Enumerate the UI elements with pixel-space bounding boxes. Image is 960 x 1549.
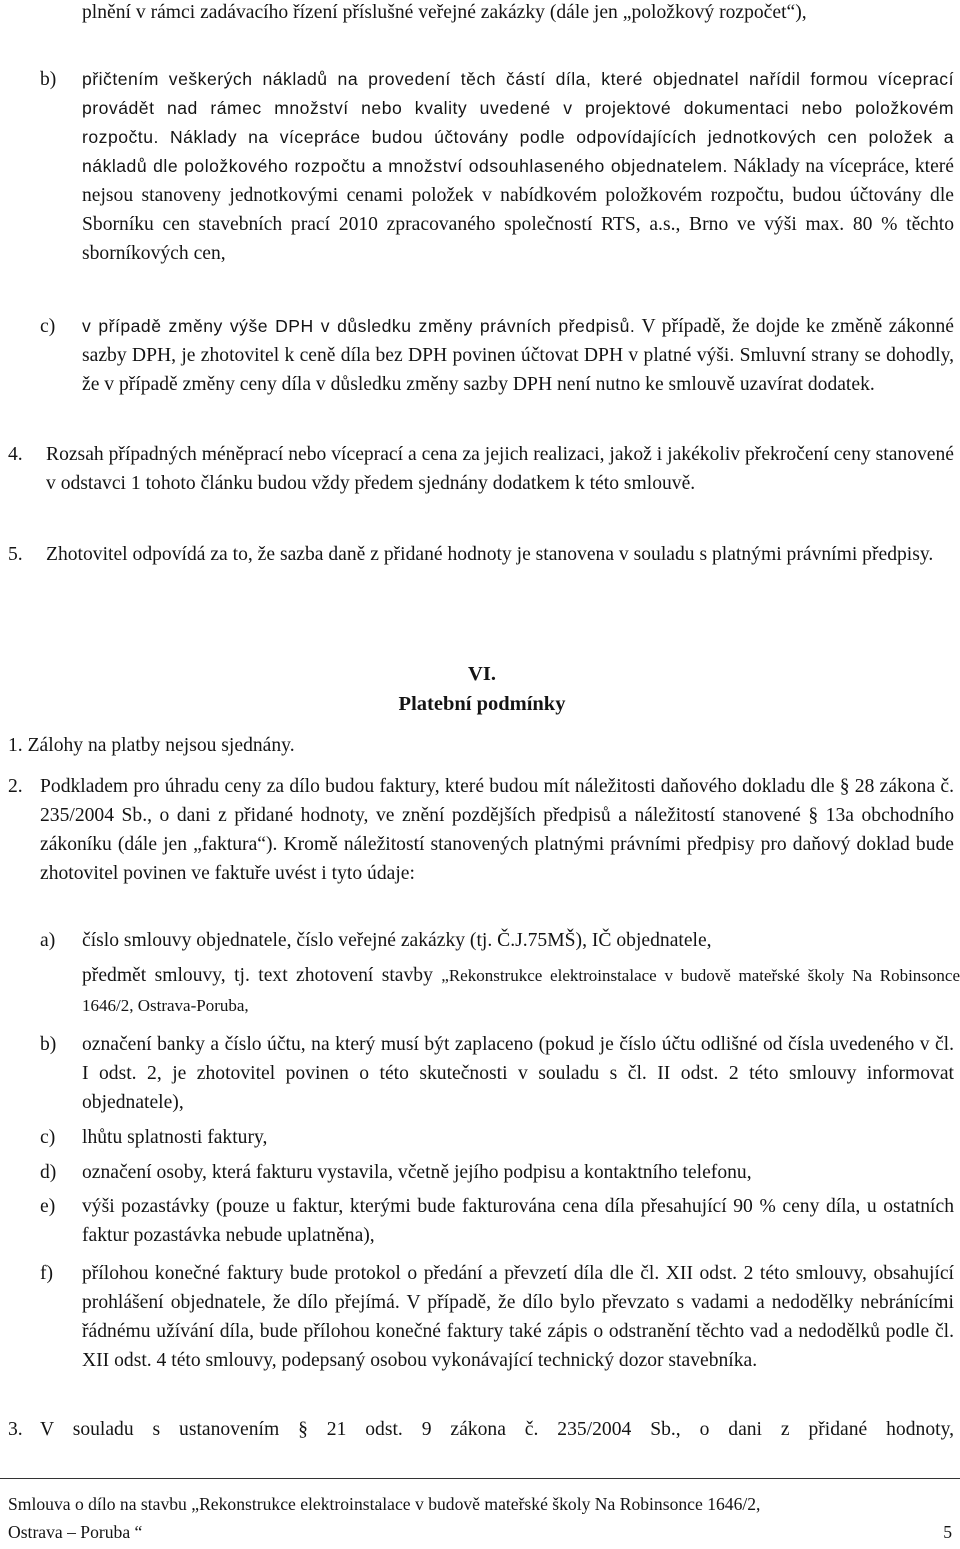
item-c-text-sans: v případě změny výše DPH v důsledku změny právních předpisů. (82, 316, 636, 336)
payment-d-label: d) (40, 1162, 57, 1183)
item-c-label: c) (40, 316, 56, 337)
payment-a-line2 (82, 961, 960, 1021)
payment-e: výši pozastávky (pouze u faktur, kterými bude fakturována cena díla přesahující 90 % ceny díla, u ostatních faktur pozastávka nebude uplatněna), (82, 1196, 954, 1246)
payment-item-2-label: 2. (8, 776, 23, 797)
paragraph-4: Rozsah případných méněprací nebo víceprací a cena za jejich realizaci, jakož i jakékoliv překročení ceny stanovené v odstavci 1 tohoto článku budou vždy předem sjednány dodatkem k této smlouvě. (46, 444, 954, 494)
payment-item-2: Podkladem pro úhradu ceny za dílo budou faktury, které budou mít náležitosti daňového dokladu dle § 28 zákona č. 235/2004 Sb., o dani z přidané hodnoty, ve znění pozdějších předpisů a náležitostí stanovené § 13a obchodního zákoníku (dále jen „faktura“). Kromě náležitostí stanovených platnými právními předpisy pro daňový doklad bude zhotovitel povinen ve faktuře uvést i tyto údaje: (40, 776, 954, 884)
payment-c: lhůtu splatnosti faktury, (82, 1127, 268, 1148)
item-b-label: b) (40, 69, 57, 90)
item-b-text-serif: Náklady na vícepráce, které nejsou stanoveny jednotkovými cenami položek v nabídkovém položkovém rozpočtu, budou účtovány dle Sborníku cen stavebních prací 2010 zpracovaného společností RTS, a.s., Brno ve výši max. 80 % těchto sborníkových cen, (82, 156, 954, 264)
footer-line-1: Smlouva o dílo na stavbu „Rekonstrukce elektroinstalace v budově mateřské školy Na Robinsonce 1646/2, (8, 1494, 761, 1514)
payment-item-3: V souladu s ustanovením § 21 odst. 9 zákona č. 235/2004 Sb., o dani z přidané hodnoty, (40, 1419, 954, 1440)
payment-item-1: 1. Zálohy na platby nejsou sjednány. (8, 735, 295, 756)
footer-divider (0, 1478, 960, 1479)
item-c-paragraph (82, 312, 954, 399)
paragraph-4-label: 4. (8, 444, 23, 465)
payment-d: označení osoby, která fakturu vystavila, včetně jejího podpisu a kontaktního telefonu, (82, 1162, 752, 1183)
payment-a-project-name: „Rekonstrukce elektroinstalace v budově mateřské školy Na Robinsonce 1646/2, Ostrava-Poruba, (82, 966, 960, 1015)
item-b-paragraph (82, 65, 954, 268)
section-number: VI. (468, 663, 496, 685)
page-number: 5 (943, 1522, 952, 1542)
payment-c-label: c) (40, 1127, 56, 1148)
payment-b: označení banky a číslo účtu, na který musí být zaplaceno (pokud je číslo účtu odlišné od čísla uvedeného v čl. I odst. 2, je zhotovitel povinen o této skutečnosti v souladu s čl. II odst. 2 této smlouvy informovat objednatele), (82, 1034, 954, 1113)
paragraph-5: Zhotovitel odpovídá za to, že sazba daně z přidané hodnoty je stanovena v souladu s platnými právními předpisy. (46, 544, 934, 565)
footer-line-2: Ostrava – Poruba “ (8, 1522, 143, 1542)
payment-item-3-label: 3. (8, 1419, 23, 1440)
paragraph-5-label: 5. (8, 544, 23, 565)
payment-f-label: f) (40, 1263, 54, 1284)
payment-e-label: e) (40, 1196, 56, 1217)
payment-a-subject: předmět smlouvy, tj. text zhotovení stavby (82, 965, 433, 986)
payment-a-label: a) (40, 930, 56, 951)
section-title: Platební podmínky (398, 693, 566, 715)
payment-f: přílohou konečné faktury bude protokol o předání a převzetí díla dle čl. XII odst. 2 této smlouvy, obsahující prohlášení objednatele, že dílo přejímá. V případě, že dílo bylo převzato s vadami a nedodělky nebránícími řádnému užívání díla, bude přílohou konečné faktury také zápis o odstranění těchto vad a nedodělků podle čl. XII odst. 4 této smlouvy, podepsaný osobou vykonávající technický dozor stavebníka. (82, 1263, 954, 1371)
payment-a-line1: číslo smlouvy objednatele, číslo veřejné zakázky (tj. Č.J.75MŠ), IČ objednatele, (82, 930, 712, 951)
payment-b-label: b) (40, 1034, 57, 1055)
item-c-text-serif: V případě, že dojde ke změně zákonné sazby DPH, je zhotovitel k ceně díla bez DPH povinen účtovat DPH v platné výši. Smluvní strany se dohodly, že v případě změny ceny díla v důsledku změny sazby DPH není nutno ke smlouvě uzavírat dodatek. (82, 316, 954, 395)
intro-paragraph: plnění v rámci zadávacího řízení příslušné veřejné zakázky (dále jen „položkový rozpočet“), (82, 2, 807, 23)
item-b-text-sans: přičtením veškerých nákladů na provedení těch částí díla, které objednatel nařídil formou víceprací provádět nad rámec množství nebo kvality uvedené v projektové dokumentaci nebo položkovém rozpočtu. Náklady na vícepráce budou účtovány podle odpovídajících jednotkových cen položek a nákladů dle položkového rozpočtu a množství odsouhlaseného objednatelem. (82, 69, 954, 176)
